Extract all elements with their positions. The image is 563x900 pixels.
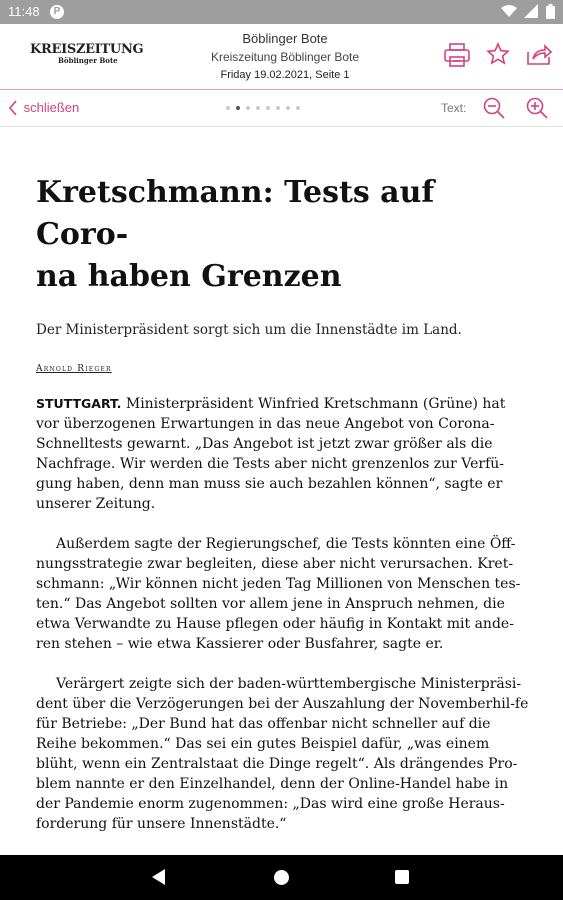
text-smaller-button[interactable] bbox=[482, 96, 506, 124]
header-actions bbox=[433, 42, 553, 70]
logo-text: KREISZEITUNG bbox=[30, 42, 144, 57]
page-dot[interactable] bbox=[276, 106, 280, 110]
article-headline: Kretschmann: Tests auf Coro- na haben Grenzen bbox=[36, 175, 435, 294]
edition-info bbox=[185, 30, 385, 84]
back-button[interactable] bbox=[152, 869, 166, 889]
system-nav-bar bbox=[0, 855, 563, 900]
page-indicator bbox=[226, 106, 306, 112]
text-size-label: Text: bbox=[441, 101, 467, 115]
star-icon bbox=[486, 42, 510, 66]
newspaper-logo bbox=[30, 42, 144, 72]
home-button[interactable] bbox=[274, 870, 289, 885]
zoom-in-icon bbox=[525, 96, 549, 120]
article-paragraph: Verärgert zeigte sich der baden-württembergische Ministerpräsi-dent über die Verzögerungen bei der Auszahlung der Novemberhil-fe für Betriebe: „Der Bund hat das offenbar nicht schneller auf die Reihe bekommen.“ Das sei ein gutes Beispiel dafür, „was einem blüht, wenn ein Zentralstaat die Dinge regelt“. Als drängendes Pro-blem nannte er den Einzelhandel, denn der Online-Handel habe in der Pandemie enorm zugenommen: „Das wird eine große Heraus-forderung für unsere Innenstädte.“ bbox=[36, 676, 529, 832]
logo-subtext: Böblinger Bote bbox=[58, 56, 118, 65]
print-icon bbox=[443, 42, 471, 68]
app-notification-icon: P bbox=[50, 5, 64, 19]
recents-button[interactable] bbox=[395, 870, 409, 884]
article-author: Arnold Rieger bbox=[36, 364, 112, 374]
page-dot[interactable] bbox=[266, 106, 270, 110]
chevron-left-icon bbox=[8, 100, 18, 116]
status-icons bbox=[497, 4, 555, 20]
close-button[interactable] bbox=[8, 99, 79, 116]
page-dot[interactable] bbox=[226, 106, 230, 110]
article-dateline: STUTTGART. bbox=[36, 396, 122, 411]
publication-name: Böblinger Bote bbox=[242, 31, 328, 46]
signal-icon bbox=[524, 4, 538, 18]
page-dot[interactable] bbox=[256, 106, 260, 110]
favorite-button[interactable] bbox=[486, 42, 510, 70]
battery-icon bbox=[546, 4, 555, 19]
article-body bbox=[36, 128, 532, 855]
app-header bbox=[0, 24, 563, 90]
article-paragraph bbox=[36, 394, 532, 514]
article-paragraph: Außerdem sagte der Regierungschef, die Tests könnten eine Öff-nungsstrategie zwar begleiten, diese aber nicht verursachen. Kret-schmann: „Wir können nicht jeden Tag Millionen von Menschen tes-ten.“ Das Angebot sollten vor allem jene in Anspruch nehmen, die etwa Verwandte zu Hause pflegen oder häufig in Kontakt mit ande-ren stehen – wie etwa Kassierer oder Busfahrer, sagte er. bbox=[36, 536, 521, 652]
status-time: 11:48 bbox=[8, 4, 40, 19]
page-dot-active[interactable] bbox=[236, 106, 240, 110]
edition-date: Friday 19.02.2021, Seite 1 bbox=[220, 69, 350, 81]
print-button[interactable] bbox=[443, 42, 471, 72]
share-icon bbox=[525, 42, 553, 66]
article-subhead: Der Ministerpräsident sorgt sich um die Innenstädte im Land. bbox=[36, 322, 462, 338]
publication-full-name: Kreiszeitung Böblinger Bote bbox=[210, 50, 360, 64]
wifi-icon bbox=[501, 4, 517, 18]
reader-toolbar bbox=[0, 91, 563, 127]
close-label: schließen bbox=[23, 100, 80, 116]
zoom-out-icon bbox=[482, 96, 506, 120]
status-bar bbox=[0, 0, 563, 24]
share-button[interactable] bbox=[525, 42, 553, 70]
back-triangle-icon bbox=[152, 869, 166, 885]
paragraph-text: Ministerpräsident Winfried Kretschmann (Grüne) hat vor überzogenen Erwartungen in das neue Angebot von Corona-Schnelltests gewarnt. „Das Angebot ist jetzt zwar größer als die Nachfrage. Wir werden die Tests aber nicht grenzenlos zur Verfü-gung haben, denn man muss sie auch bezahlen können“, sagte er unserer Zeitung. bbox=[36, 396, 506, 512]
page-dot[interactable] bbox=[286, 106, 290, 110]
page-dot[interactable] bbox=[296, 106, 300, 110]
page-dot[interactable] bbox=[246, 106, 250, 110]
text-larger-button[interactable] bbox=[525, 96, 549, 124]
